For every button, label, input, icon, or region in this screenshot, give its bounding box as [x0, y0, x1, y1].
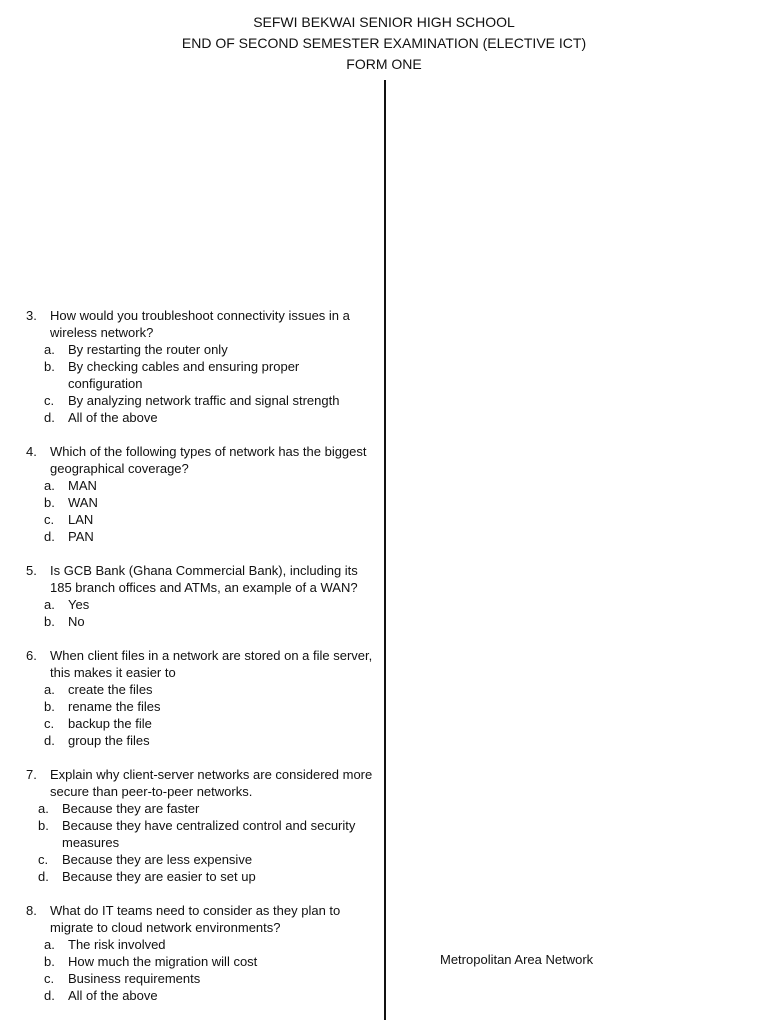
option-letter: d. [44, 529, 55, 544]
form-level: FORM ONE [346, 56, 422, 72]
option-text: WAN [68, 495, 98, 510]
option-letter: d. [38, 869, 49, 884]
column-divider [384, 80, 386, 1020]
option-text: By restarting the router only [68, 342, 228, 357]
option-letter: d. [44, 410, 55, 425]
question-7 [26, 766, 376, 885]
option-item [26, 732, 376, 749]
option-item [26, 409, 376, 426]
option-text: No [68, 614, 85, 629]
option-text: group the files [68, 733, 150, 748]
option-text: Because they are easier to set up [62, 869, 256, 884]
option-text: Because they are faster [62, 801, 200, 816]
question-text: Which of the following types of network has the biggest geographical coverage? [50, 444, 367, 476]
question-text: Explain why client-server networks are considered more secure than peer-to-peer networks. [50, 767, 373, 799]
option-letter: c. [44, 512, 55, 527]
option-text: LAN [68, 512, 94, 527]
option-letter: d. [44, 733, 55, 748]
option-text: The risk involved [68, 937, 166, 952]
option-letter: b. [44, 614, 55, 629]
question-number: 3. [26, 308, 37, 323]
option-letter: c. [44, 971, 55, 986]
question-4 [26, 443, 376, 545]
question-list [26, 307, 376, 1021]
option-letter: c. [44, 716, 55, 731]
option-item [26, 613, 376, 630]
option-item [26, 477, 376, 494]
option-item [26, 868, 376, 885]
option-text: By analyzing network traffic and signal strength [68, 393, 340, 408]
option-item [26, 494, 376, 511]
option-item [26, 715, 376, 732]
option-item [26, 681, 376, 698]
option-item [26, 851, 376, 868]
option-text: create the files [68, 682, 153, 697]
option-text: rename the files [68, 699, 161, 714]
option-letter: a. [44, 478, 55, 493]
option-letter: a. [44, 597, 55, 612]
question-3 [26, 307, 376, 426]
side-note: Metropolitan Area Network [440, 952, 594, 967]
question-number: 6. [26, 648, 37, 663]
question-6 [26, 647, 376, 749]
option-text: All of the above [68, 988, 158, 1003]
option-item [26, 800, 376, 817]
option-text: Yes [68, 597, 90, 612]
option-text: How much the migration will cost [68, 954, 258, 969]
option-letter: a. [44, 682, 55, 697]
option-letter: b. [38, 818, 49, 833]
question-text: How would you troubleshoot connectivity issues in a wireless network? [50, 308, 350, 340]
option-letter: b. [44, 954, 55, 969]
option-letter: b. [44, 699, 55, 714]
option-item [26, 817, 376, 851]
option-item [26, 936, 376, 953]
question-number: 7. [26, 767, 37, 782]
option-text: backup the file [68, 716, 152, 731]
option-letter: b. [44, 359, 55, 374]
school-name: SEFWI BEKWAI SENIOR HIGH SCHOOL [253, 14, 515, 30]
option-text: MAN [68, 478, 97, 493]
option-letter: a. [44, 342, 55, 357]
option-text: Business requirements [68, 971, 201, 986]
option-text: All of the above [68, 410, 158, 425]
question-text: When client files in a network are stored on a file server, this makes it easier to [50, 648, 373, 680]
option-item [26, 528, 376, 545]
exam-header [0, 12, 768, 75]
option-letter: b. [44, 495, 55, 510]
exam-title: END OF SECOND SEMESTER EXAMINATION (ELECTIVE ICT) [181, 35, 587, 51]
option-item [26, 953, 376, 970]
question-number: 4. [26, 444, 37, 459]
question-5 [26, 562, 376, 630]
question-text: What do IT teams need to consider as they plan to migrate to cloud network environments? [50, 903, 341, 935]
question-number: 8. [26, 903, 37, 918]
option-item [26, 987, 376, 1004]
question-text: Is GCB Bank (Ghana Commercial Bank), including its 185 branch offices and ATMs, an example of a WAN? [50, 563, 358, 595]
question-number: 5. [26, 563, 37, 578]
option-item [26, 596, 376, 613]
option-letter: c. [44, 393, 55, 408]
option-text: By checking cables and ensuring proper configuration [68, 359, 300, 391]
option-letter: a. [44, 937, 55, 952]
question-8 [26, 902, 376, 1004]
option-item [26, 698, 376, 715]
option-item [26, 392, 376, 409]
option-letter: d. [44, 988, 55, 1003]
option-text: Because they are less expensive [62, 852, 253, 867]
option-item [26, 358, 376, 392]
option-text: Because they have centralized control and security measures [62, 818, 356, 850]
option-text: PAN [68, 529, 94, 544]
option-item [26, 970, 376, 987]
option-letter: a. [38, 801, 49, 816]
option-item [26, 341, 376, 358]
option-item [26, 511, 376, 528]
option-letter: c. [38, 852, 49, 867]
